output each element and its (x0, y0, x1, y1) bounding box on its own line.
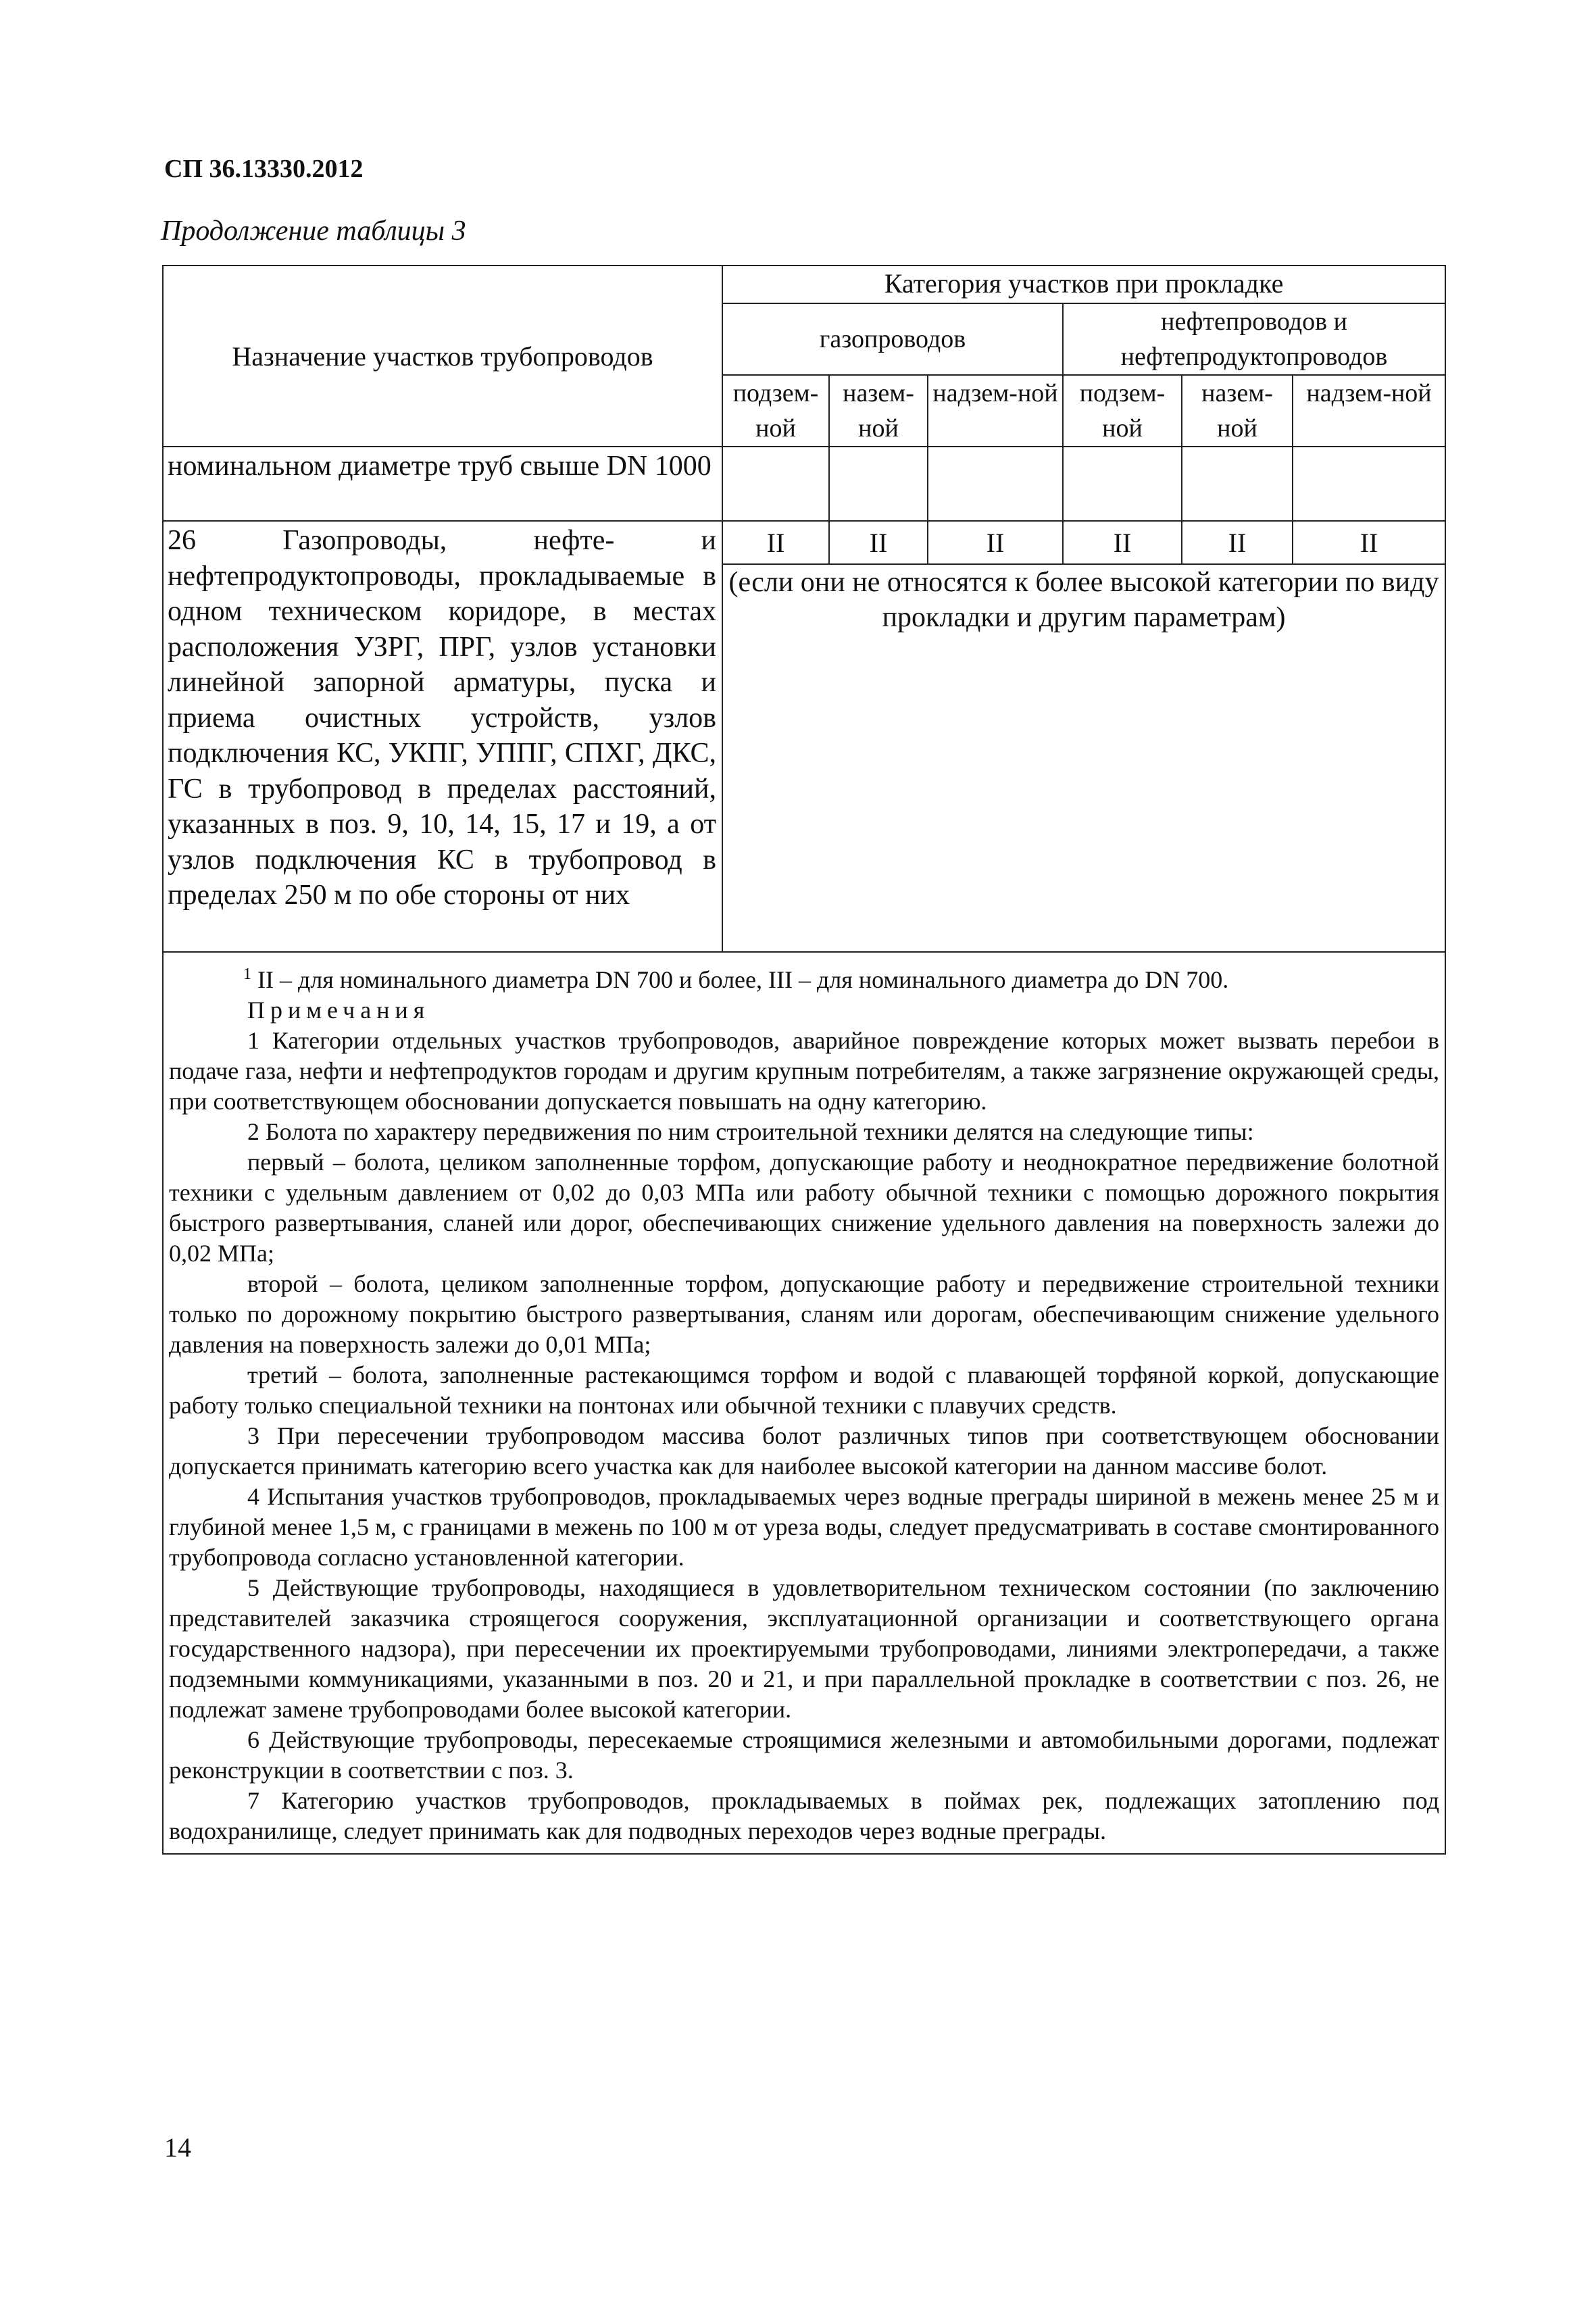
header-group-oil: нефтепроводов и нефтепродуктопроводов (1063, 303, 1445, 375)
subheader-gas-underground: подзем-ной (722, 375, 829, 447)
document-code: СП 36.13330.2012 (164, 155, 364, 183)
header-category: Категория участков при прокладке (722, 266, 1445, 303)
note-item: 4 Испытания участков трубопроводов, прокладываемых через водные преграды шириной в межень менее 25 м и глубиной менее 1,5 м, с границами в межень по 100 м от уреза воды, следует предусматривать в составе смонтированного трубопровода согласно установленной категории. (169, 1483, 1440, 1571)
subheader-oil-aboveground: надзем-ной (1293, 375, 1445, 447)
row-prev-text: номинальном диаметре труб свыше DN 1000 (163, 447, 722, 521)
footnote-mark: 1 (243, 965, 251, 983)
header-group-gas: газопроводов (722, 303, 1063, 375)
note-item: 1 Категории отдельных участков трубопроводов, аварийное повреждение которых может вызвать перебои в подаче газа, нефти и нефтепродуктов городам и другим крупным потребителям, а также загрязнение окружающей среды, при соответствующем обосновании допускается повышать на одну категорию. (169, 1027, 1440, 1115)
row-26-note: (если они не относятся к более высокой категории по виду прокладки и другим параметрам) (722, 564, 1445, 952)
header-purpose: Назначение участков трубопроводов (163, 266, 722, 447)
row-26-text: 26 Газопроводы, нефте- и нефтепродуктопроводы, прокладываемые в одном техническом коридоре, в местах расположения УЗРГ, ПРГ, узлов установки линейной запорной арматуры, пуска и приема очистных устройств, узлов подключения КС, УКПГ, УППГ, СПХГ, ДКС, ГС в трубопровод в пределах расстояний, указанных в поз. 9, 10, 14, 15, 17 и 19, а от узлов подключения КС в трубопровод в пределах 250 м по обе стороны от них (163, 521, 722, 952)
note-item: 2 Болота по характеру передвижения по ним строительной техники делятся на следующие типы: (247, 1118, 1254, 1145)
row-26-value: II (829, 521, 928, 564)
notes-heading: Примечания (247, 997, 430, 1024)
table-continuation-label: Продолжение таблицы 3 (161, 216, 466, 247)
subheader-oil-underground: подзем-ной (1063, 375, 1182, 447)
footnote-text: II – для номинального диаметра DN 700 и более, III – для номинального диаметра до DN 700. (257, 966, 1229, 993)
row-prev-cell (722, 447, 829, 521)
row-prev-cell (1182, 447, 1293, 521)
row-26-value: II (928, 521, 1063, 564)
row-26-value: II (1293, 521, 1445, 564)
row-26-value: II (1182, 521, 1293, 564)
footnote (169, 959, 1439, 995)
subheader-gas-aboveground: надзем-ной (928, 375, 1063, 447)
row-prev-cell (928, 447, 1063, 521)
row-26-value: II (722, 521, 829, 564)
note-item: третий – болота, заполненные растекающимся торфом и водой с плавающей торфяной коркой, допускающие работу только специальной техники на понтонах или обычной техники с плавучих средств. (169, 1361, 1440, 1419)
category-table (162, 265, 1446, 1855)
note-item: второй – болота, целиком заполненные торфом, допускающие работу и передвижение строительной техники только по дорожному покрытию быстрого развертывания, сланям или дорогам, обеспечивающим снижение удельного давления на поверхность залежи до 0,01 МПа; (169, 1270, 1440, 1358)
row-prev-cell (829, 447, 928, 521)
note-item: 5 Действующие трубопроводы, находящиеся в удовлетворительном техническом состоянии (по заключению представителей заказчика строящегося сооружения, эксплуатационной организации и соответствующего органа государственного надзора), при пересечении их проектируемыми трубопроводами, линиями электропередачи, а также подземными коммуникациями, указанными в поз. 20 и 21, и при параллельной прокладке в соответствии с поз. 26, не подлежат замене трубопроводами более высокой категории. (169, 1574, 1440, 1723)
page-number: 14 (164, 2132, 191, 2163)
row-prev-cell (1293, 447, 1445, 521)
row-26-value: II (1063, 521, 1182, 564)
note-item: первый – болота, целиком заполненные торфом, допускающие работу и неоднократное передвижение болотной техники с удельным давлением от 0,02 до 0,03 МПа или работу обычной техники с помощью дорожного покрытия быстрого развертывания, сланей или дорог, обеспечивающих снижение удельного давления на поверхность залежи до 0,02 МПа; (169, 1149, 1440, 1267)
subheader-oil-ground: назем-ной (1182, 375, 1293, 447)
note-item: 3 При пересечении трубопроводом массива болот различных типов при соответствующем обосновании допускается принимать категорию всего участка как для наиболее высокой категории на данном массиве болот. (169, 1422, 1440, 1480)
note-item: 7 Категорию участков трубопроводов, прокладываемых в поймах рек, подлежащих затоплению под водохранилище, следует принимать как для подводных переходов через водные преграды. (169, 1787, 1440, 1844)
subheader-gas-ground: назем-ной (829, 375, 928, 447)
notes-block (163, 952, 1445, 1854)
note-item: 6 Действующие трубопроводы, пересекаемые строящимися железными и автомобильными дорогами, подлежат реконструкции в соответствии с поз. 3. (169, 1726, 1440, 1784)
row-prev-cell (1063, 447, 1182, 521)
